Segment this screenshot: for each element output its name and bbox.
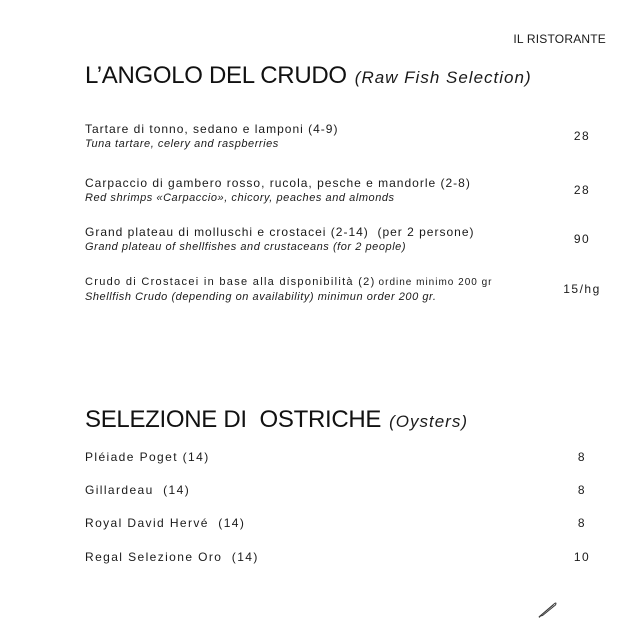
item-price: 28: [573, 183, 591, 197]
menu-item: [85, 224, 625, 254]
item-name: Grand plateau di molluschi e crostacei (2-14) (per 2 persone): [85, 225, 475, 239]
item-description: Shellfish Crudo (depending on availability) minimun order 200 gr.: [85, 291, 437, 303]
item-name: Tartare di tonno, sedano e lamponi (4-9): [85, 122, 339, 136]
section-subtitle: (Raw Fish Selection): [354, 68, 532, 87]
menu-item: [85, 121, 625, 151]
restaurant-label: IL RISTORANTE: [513, 32, 606, 46]
section-subtitle: (Oysters): [389, 412, 469, 431]
item-name: Pléiade Poget (14): [85, 450, 210, 464]
item-name: Royal David Hervé (14): [85, 516, 246, 530]
menu-item: [85, 274, 625, 304]
item-price: 10: [573, 550, 591, 564]
item-price: 8: [577, 516, 587, 530]
item-price: 15/hg: [563, 282, 601, 296]
item-name: Crudo di Crostacei in base alla disponibilità (2): [85, 276, 376, 288]
item-description: Red shrimps «Carpaccio», chicory, peaches and almonds: [85, 192, 395, 204]
item-description: Tuna tartare, celery and raspberries: [85, 138, 279, 150]
item-name: Carpaccio di gambero rosso, rucola, pesche e mandorle (2-8): [85, 176, 471, 190]
item-price: 8: [577, 483, 587, 497]
item-description: Grand plateau of shellfishes and crustaceans (for 2 people): [85, 241, 407, 253]
section-heading-crudo: [85, 62, 532, 93]
item-note: ordine minimo 200 gr: [378, 277, 493, 288]
section-title: L’ANGOLO DEL CRUDO: [85, 62, 347, 89]
menu-item: [85, 482, 625, 498]
feather-icon: [537, 599, 559, 619]
section-title: SELEZIONE DI OSTRICHE: [85, 406, 382, 433]
item-price: 28: [573, 129, 591, 143]
item-name-line: [85, 274, 492, 291]
section-heading-oysters: [85, 406, 468, 437]
menu-item: [85, 515, 625, 531]
item-price: 8: [577, 450, 587, 464]
menu-item: [85, 549, 625, 565]
item-price: 90: [573, 232, 591, 246]
menu-item: [85, 175, 625, 205]
menu-item: [85, 449, 625, 465]
item-name: Regal Selezione Oro (14): [85, 550, 259, 564]
item-name: Gillardeau (14): [85, 483, 191, 497]
